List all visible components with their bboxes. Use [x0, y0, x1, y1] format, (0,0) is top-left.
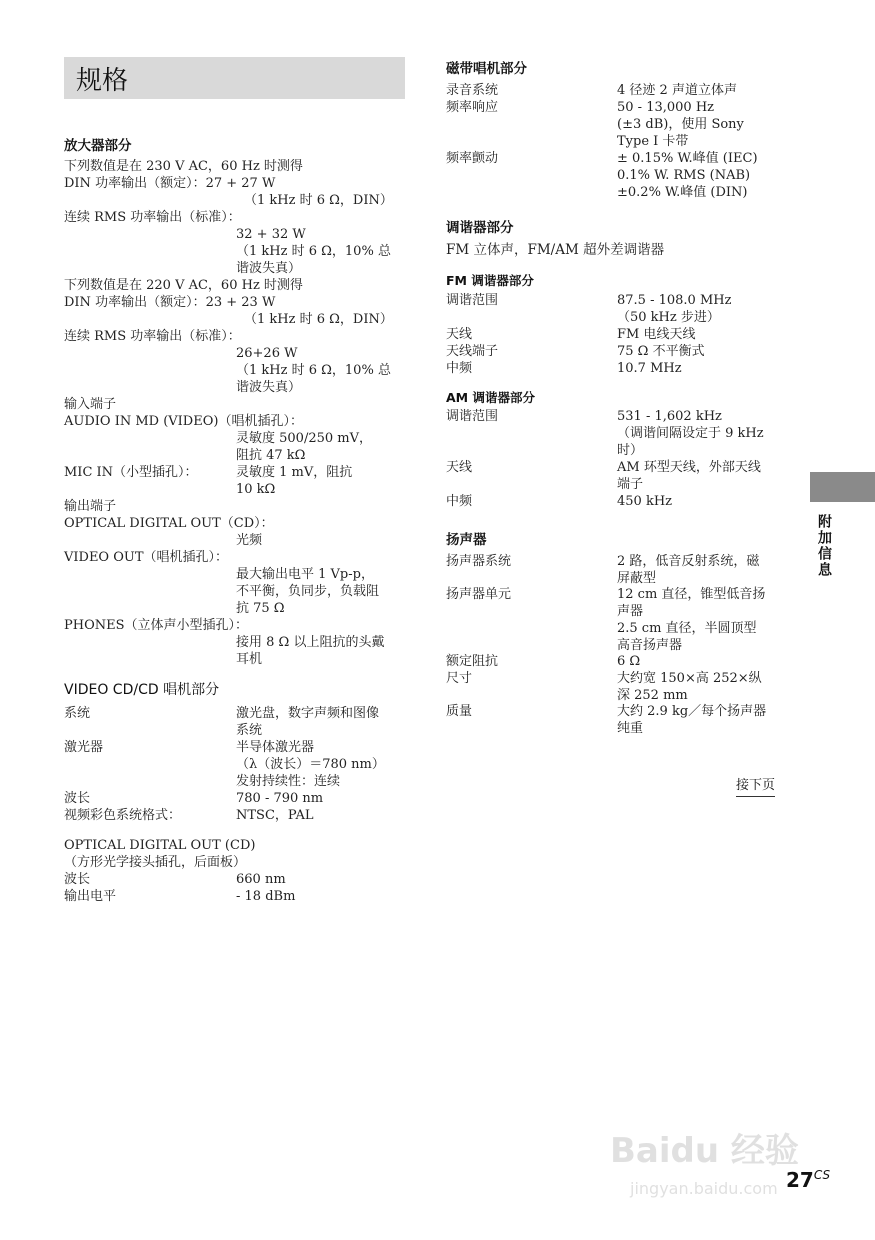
- spec-value: AM 环型天线，外部天线: [617, 460, 761, 475]
- spec-value: 纯重: [617, 721, 644, 736]
- spec-value: 激光盘，数字声频和图像: [236, 706, 380, 721]
- tuner-heading: 调谐器部分: [446, 220, 514, 236]
- spec-label: 调谐范围: [446, 409, 499, 424]
- spec-value: （1 kHz 时 6 Ω，DIN）: [244, 193, 393, 208]
- spec-value: （50 kHz 步进）: [617, 310, 720, 325]
- spec-value: 半导体激光器: [236, 740, 315, 755]
- spec-value: 灵敏度 1 mV，阻抗: [236, 465, 353, 480]
- spec-value: 6 Ω: [617, 654, 641, 669]
- spec-label: 连续 RMS 功率输出（标准）：: [64, 329, 241, 344]
- spec-value: 50 - 13,000 Hz: [617, 100, 715, 115]
- spec-label: DIN 功率输出（额定）：23 + 23 W: [64, 295, 276, 310]
- spec-label: 质量: [446, 704, 473, 719]
- spec-label: OPTICAL DIGITAL OUT (CD): [64, 838, 256, 853]
- spec-label: 额定阻抗: [446, 654, 499, 669]
- spec-value: 2.5 cm 直径，半圆顶型: [617, 621, 757, 636]
- spec-value: 时）: [617, 443, 644, 458]
- spec-value: 抗 75 Ω: [236, 601, 285, 616]
- spec-label: 系统: [64, 706, 91, 721]
- spec-value: (±3 dB)，使用 Sony: [617, 117, 744, 132]
- spec-label: DIN 功率输出（额定）：27 + 27 W: [64, 176, 276, 191]
- spec-value: NTSC，PAL: [236, 808, 314, 823]
- spec-value: 10.7 MHz: [617, 361, 682, 376]
- spec-value: 660 nm: [236, 872, 286, 887]
- spec-label: 中频: [446, 494, 473, 509]
- page-title: 规格: [76, 66, 129, 96]
- videocd-heading: VIDEO CD/CD 唱机部分: [64, 682, 220, 698]
- spec-value: 2 路，低音反射系统，磁: [617, 554, 760, 569]
- spec-value: 谐波失真）: [236, 380, 302, 395]
- spec-value: 发射持续性：连续: [236, 774, 341, 789]
- spec-label: 天线端子: [446, 344, 499, 359]
- spec-value: 大约宽 150×高 252×纵: [617, 671, 762, 686]
- tuner-intro: FM 立体声，FM/AM 超外差调谐器: [446, 242, 665, 258]
- spec-value: 深 252 mm: [617, 688, 688, 703]
- spec-label: 输出端子: [64, 499, 117, 514]
- spec-label: MIC IN（小型插孔）：: [64, 465, 198, 480]
- spec-value: 87.5 - 108.0 MHz: [617, 293, 732, 308]
- spec-value: 32 + 32 W: [236, 227, 306, 242]
- spec-value: Type I 卡带: [617, 134, 689, 149]
- spec-value: 780 - 790 nm: [236, 791, 324, 806]
- tape-heading: 磁带唱机部分: [446, 61, 527, 77]
- spec-label: 下列数值是在 220 V AC，60 Hz 时测得: [64, 278, 303, 293]
- spec-label: 输入端子: [64, 397, 117, 412]
- spec-label: 激光器: [64, 740, 104, 755]
- spec-value: 阻抗 47 kΩ: [236, 448, 306, 463]
- spec-value: 最大输出电平 1 Vp-p，: [236, 567, 374, 582]
- spec-value: FM 电线天线: [617, 327, 696, 342]
- am-heading: AM 调谐器部分: [446, 390, 535, 405]
- spec-label: VIDEO OUT（唱机插孔）：: [64, 550, 229, 565]
- baidu-watermark-logo: [600, 1120, 800, 1200]
- spec-value: （调谐间隔设定于 9 kHz: [617, 426, 764, 441]
- spec-value: 531 - 1,602 kHz: [617, 409, 722, 424]
- spec-label: 扬声器系统: [446, 554, 512, 569]
- spec-label: 频率响应: [446, 100, 499, 115]
- spec-value: 系统: [236, 723, 263, 738]
- spec-value: 端子: [617, 477, 644, 492]
- spec-value: 450 kHz: [617, 494, 673, 509]
- spec-value: （1 kHz 时 6 Ω，10% 总: [236, 363, 391, 378]
- spec-value: 光频: [236, 533, 263, 548]
- fm-heading: FM 调谐器部分: [446, 273, 534, 288]
- watermark-brand: Baidu 经验: [610, 1131, 799, 1171]
- spec-value: 不平衡，负同步，负载阻: [236, 584, 380, 599]
- spec-label: 扬声器单元: [446, 587, 512, 602]
- spec-value: 声器: [617, 604, 644, 619]
- spec-value: 耳机: [236, 652, 263, 667]
- spec-label: （方形光学接头插孔，后面板）: [64, 855, 247, 870]
- spec-label: 调谐范围: [446, 293, 499, 308]
- spec-value: 屏蔽型: [617, 571, 657, 586]
- spec-label: 视频彩色系统格式：: [64, 808, 182, 823]
- title-bar: [64, 57, 405, 99]
- spec-label: PHONES（立体声小型插孔）：: [64, 618, 249, 633]
- spec-label: 下列数值是在 230 V AC，60 Hz 时测得: [64, 159, 303, 174]
- spec-value: ± 0.15% W.峰值 (IEC): [617, 151, 758, 166]
- spec-label: 连续 RMS 功率输出（标准）：: [64, 210, 241, 225]
- spec-label: 天线: [446, 327, 473, 342]
- watermark-url: jingyan.baidu.com: [630, 1179, 778, 1198]
- side-tab-marker: [810, 472, 875, 502]
- speaker-heading: 扬声器: [446, 532, 487, 548]
- spec-value: 0.1% W. RMS (NAB): [617, 168, 751, 183]
- spec-label: 尺寸: [446, 671, 473, 686]
- side-tab-label: 附加信息: [816, 514, 832, 578]
- spec-value: 高音扬声器: [617, 638, 683, 653]
- spec-value: 26+26 W: [236, 346, 298, 361]
- amplifier-heading: 放大器部分: [64, 138, 132, 154]
- spec-value: 灵敏度 500/250 mV，: [236, 431, 372, 446]
- next-page-link[interactable]: 接下页: [736, 774, 775, 797]
- spec-value: 10 kΩ: [236, 482, 276, 497]
- spec-label: 中频: [446, 361, 473, 376]
- spec-value: ±0.2% W.峰值 (DIN): [617, 185, 748, 200]
- spec-value: 12 cm 直径，锥型低音扬: [617, 587, 766, 602]
- spec-label: 输出电平: [64, 889, 117, 904]
- spec-value: 接用 8 Ω 以上阻抗的头戴: [236, 635, 385, 650]
- spec-label: 波长: [64, 872, 91, 887]
- spec-value: （1 kHz 时 6 Ω，DIN）: [244, 312, 393, 327]
- spec-label: 频率颤动: [446, 151, 499, 166]
- spec-value: 75 Ω 不平衡式: [617, 344, 705, 359]
- spec-label: 波长: [64, 791, 91, 806]
- spec-label: AUDIO IN MD (VIDEO)（唱机插孔）：: [64, 414, 303, 429]
- spec-label: 天线: [446, 460, 473, 475]
- spec-value: （λ（波长）＝780 nm）: [236, 757, 385, 772]
- spec-value: - 18 dBm: [236, 889, 296, 904]
- spec-label: OPTICAL DIGITAL OUT（CD）：: [64, 516, 274, 531]
- spec-value: （1 kHz 时 6 Ω，10% 总: [236, 244, 391, 259]
- page-suffix: CS: [813, 1168, 831, 1182]
- spec-value: 4 径迹 2 声道立体声: [617, 83, 737, 98]
- spec-label: 录音系统: [446, 83, 499, 98]
- spec-value: 大约 2.9 kg／每个扬声器: [617, 704, 767, 719]
- spec-value: 谐波失真）: [236, 261, 302, 276]
- page-number: [786, 1168, 830, 1192]
- page-number-value: 27: [786, 1168, 814, 1192]
